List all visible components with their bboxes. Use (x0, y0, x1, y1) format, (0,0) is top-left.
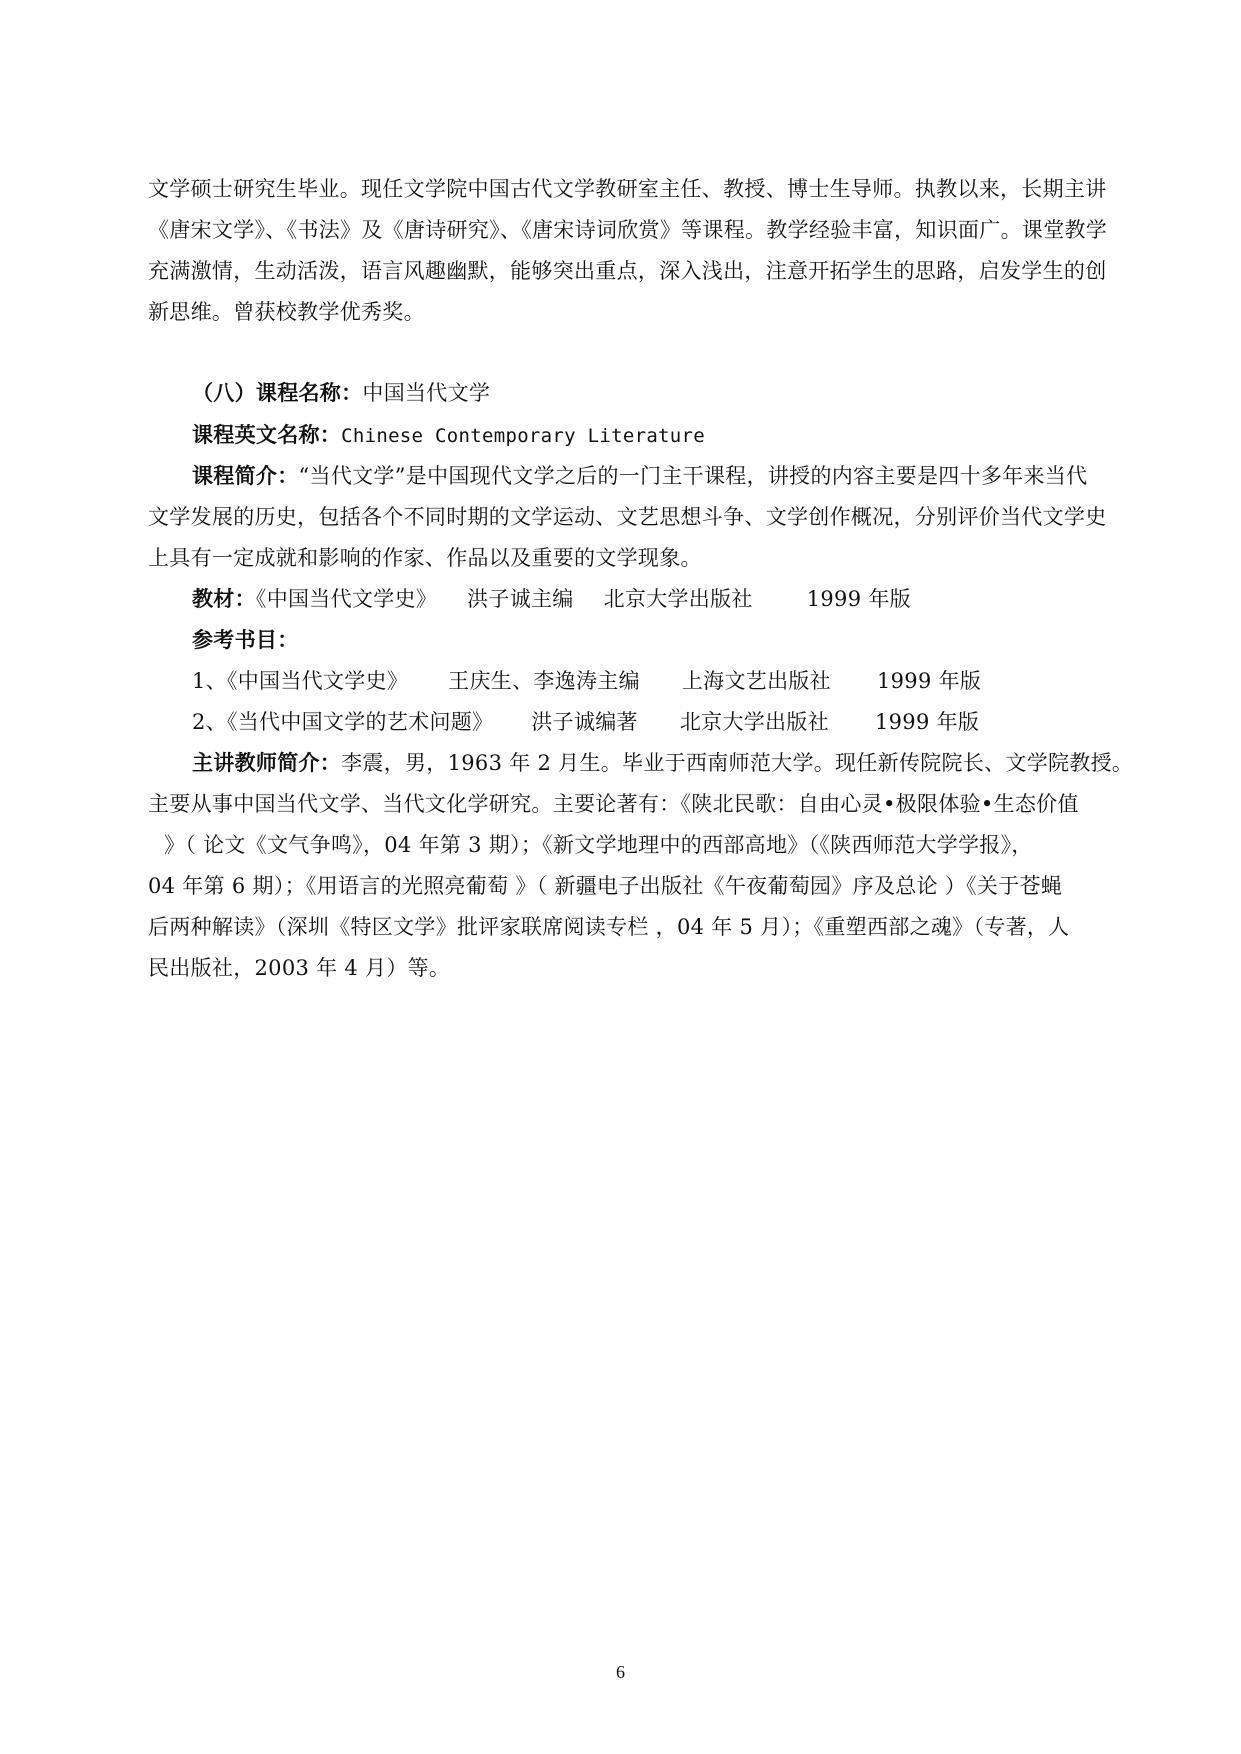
textbook-title: 《中国当代文学史》 (255, 587, 438, 611)
reference-item-2 (192, 707, 979, 737)
teacher-intro-text-1: 李震，男，1963 年 2 月生。毕业于西南师范大学。现任新传院院长、文学院教授。 (341, 751, 1134, 775)
intro-line-1: 文学硕士研究生毕业。现任文学院中国古代文学教研室主任、教授、博士生导师。执教以来，长期主讲 (148, 177, 1107, 201)
textbook-year: 1999 年版 (806, 587, 911, 611)
course-intro-line-2: 文学发展的历史，包括各个不同时期的文学运动、文艺思想斗争、文学创作概况，分别评价当代文学史 (148, 505, 1107, 529)
textbook-label: 教材： (192, 586, 256, 611)
reference-2-publisher: 北京大学出版社 (679, 710, 829, 734)
intro-line-2: 《唐宋文学》、《书法》及《唐诗研究》、《唐宋诗词欣赏》等课程。教学经验丰富，知识面广。课堂教学 (148, 218, 1108, 242)
reference-2-title: 2、《当代中国文学的艺术问题》 (192, 710, 494, 734)
teacher-intro-label: 主讲教师简介： (192, 750, 342, 775)
reference-2-editor: 洪子诚编著 (531, 710, 638, 734)
course-heading-value: 中国当代文学 (362, 381, 491, 405)
teacher-intro-line-2: 主要从事中国当代文学、当代文化学研究。主要论著有：《陕北民歌：自由心灵•极限体验•生态价值 (148, 792, 1079, 816)
reference-1-publisher: 上海文艺出版社 (681, 669, 831, 693)
reference-1-editor: 王庆生、李逸涛主编 (448, 669, 640, 693)
reference-1-year: 1999 年版 (876, 669, 982, 693)
teacher-intro-line-1 (192, 748, 1133, 778)
textbook-publisher: 北京大学出版社 (603, 587, 753, 611)
course-heading-label: （八）课程名称： (192, 380, 363, 405)
course-english-label: 课程英文名称： (192, 422, 342, 447)
teacher-intro-line-3: 》（ 论文《文气争鸣》，04 年第 3 期）；《新文学地理中的西部高地》（《陕西师范大学学报》， (164, 833, 1033, 857)
teacher-intro-line-5: 后两种解读》（深圳《特区文学》批评家联席阅读专栏 ，04 年 5 月）；《重塑西部之魂》（专著，人 (148, 915, 1070, 939)
textbook-editor: 洪子诚主编 (467, 587, 574, 611)
reference-item-1 (192, 666, 981, 696)
teacher-intro-line-4: 04 年第 6 期）；《用语言的光照亮葡萄 》（ 新疆电子出版社《午夜葡萄园》序及总论 ）《关于苍蝇 (148, 874, 1063, 898)
course-heading (192, 378, 490, 408)
references-label: 参考书目： (192, 627, 299, 652)
course-intro-label: 课程简介： (192, 463, 299, 488)
course-english-value: Chinese Contemporary Literature (341, 425, 706, 447)
course-intro-text-1: “当代文学”是中国现代文学之后的一门主干课程，讲授的内容主要是四十多年来当代 (298, 464, 1088, 488)
reference-2-year: 1999 年版 (874, 710, 980, 734)
intro-line-3: 充满激情，生动活泼，语言风趣幽默，能够突出重点，深入浅出，注意开拓学生的思路，启发学生的创 (148, 259, 1107, 283)
reference-1-title: 1、《中国当代文学史》 (192, 669, 409, 693)
textbook-line (192, 584, 911, 614)
page-number: 6 (616, 1662, 625, 1682)
course-intro-line-3: 上具有一定成就和影响的作家、作品以及重要的文学现象。 (148, 546, 702, 570)
intro-line-4: 新思维。曾获校教学优秀奖。 (148, 300, 425, 324)
course-intro-line-1 (192, 461, 1087, 491)
course-english-name (192, 420, 705, 451)
teacher-intro-line-6: 民出版社，2003 年 4 月）等。 (148, 956, 451, 980)
